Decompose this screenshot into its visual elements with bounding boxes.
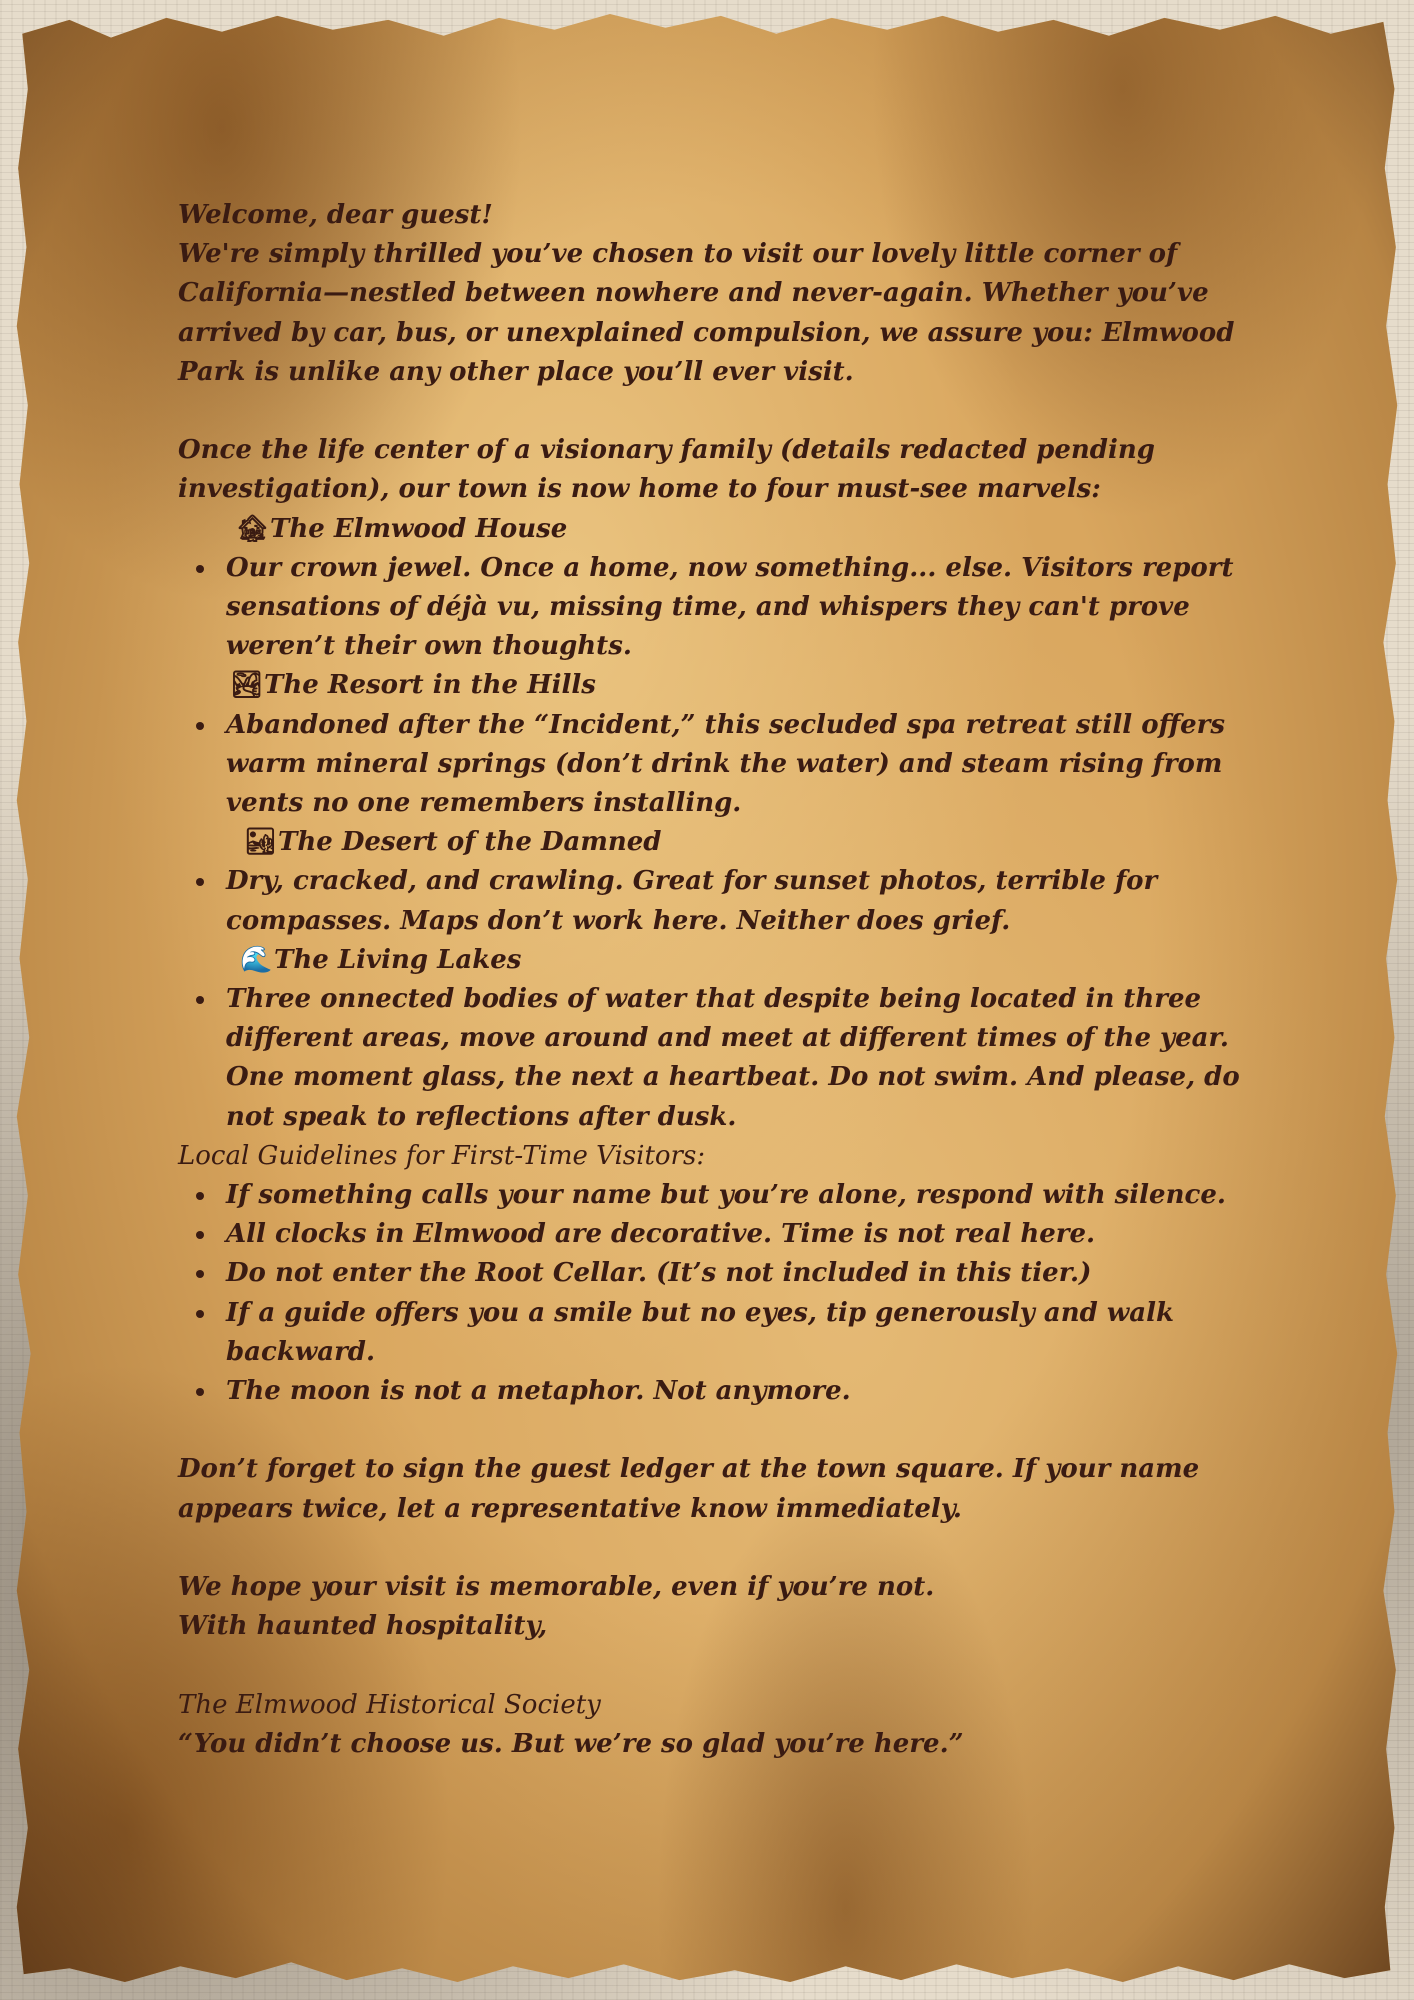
spacer [178, 1411, 1258, 1450]
marvel-title: The Resort in the Hills [264, 670, 596, 701]
ledger-note: Don’t forget to sign the guest ledger at the town square. If your name appears twice, let a representative know immediately. [178, 1454, 1200, 1524]
marvel-description-list [178, 980, 1258, 1137]
house-icon: 🏚 [236, 513, 270, 544]
signature: The Elmwood Historical Society [178, 1689, 601, 1720]
marvel-heading [178, 941, 1258, 980]
marvels-intro: Once the life center of a visionary family (details redacted pending investigation), our town is now home to four must-see marvels: [178, 435, 1155, 505]
spacer [178, 392, 1258, 431]
guideline-item: If a guide offers you a smile but no eyes, tip generously and walk backward. [178, 1294, 1258, 1372]
marvel-description-list [178, 862, 1258, 940]
marvel-description: Abandoned after the “Incident,” this secluded spa retreat still offers warm mineral springs (don’t drink the water) and steam rising from vents no one remembers installing. [178, 706, 1258, 824]
marvel-title: The Elmwood House [270, 513, 568, 544]
marvel-title: The Desert of the Damned [278, 827, 662, 858]
marvel-description-list [178, 706, 1258, 824]
wave-icon: 🌊 [240, 944, 273, 975]
marvel-heading [178, 510, 1258, 549]
marvel-title: The Living Lakes [274, 944, 522, 975]
guideline-item: All clocks in Elmwood are decorative. Time is not real here. [178, 1215, 1258, 1254]
spacer [178, 1646, 1258, 1685]
greeting: Welcome, dear guest! [178, 200, 493, 230]
guideline-item: If something calls your name but you’re alone, respond with silence. [178, 1176, 1258, 1215]
marvel-description: Dry, cracked, and crawling. Great for sunset photos, terrible for compasses. Maps don’t work here. Neither does grief. [178, 862, 1258, 940]
desert-icon: 🏜 [244, 827, 278, 858]
guidelines-list [178, 1176, 1258, 1411]
closing-salutation: With haunted hospitality, [178, 1611, 548, 1642]
marvel-heading [178, 823, 1258, 862]
guidelines-heading: Local Guidelines for First-Time Visitors: [178, 1140, 706, 1171]
guideline-item: Do not enter the Root Cellar. (It’s not included in this tier.) [178, 1254, 1258, 1293]
tagline: “You didn’t choose us. But we’re so glad you’re here.” [178, 1728, 964, 1759]
closing-line: We hope your visit is memorable, even if you’re not. [178, 1572, 935, 1603]
intro-paragraph: We're simply thrilled you’ve chosen to visit our lovely little corner of California—nestled between nowhere and never-again. Whether you’ve arrived by car, bus, or unexplained compulsion, we assure you: Elmwood Park is unlike any other place you’ll ever visit. [178, 239, 1235, 387]
mountain-icon: 🏞 [230, 670, 264, 701]
marvel-description-list [178, 549, 1258, 667]
marvel-description: Our crown jewel. Once a home, now something... else. Visitors report sensations of déjà vu, missing time, and whispers they can't prove weren’t their own thoughts. [178, 549, 1258, 667]
spacer [178, 1529, 1258, 1568]
marvel-description: Three onnected bodies of water that despite being located in three different areas, move around and meet at different times of the year. One moment glass, the next a heartbeat. Do not swim. And please, do not speak to reflections after dusk. [178, 980, 1258, 1137]
letter-body [178, 196, 1258, 1764]
marvel-heading [178, 666, 1258, 705]
guideline-item: The moon is not a metaphor. Not anymore. [178, 1372, 1258, 1411]
